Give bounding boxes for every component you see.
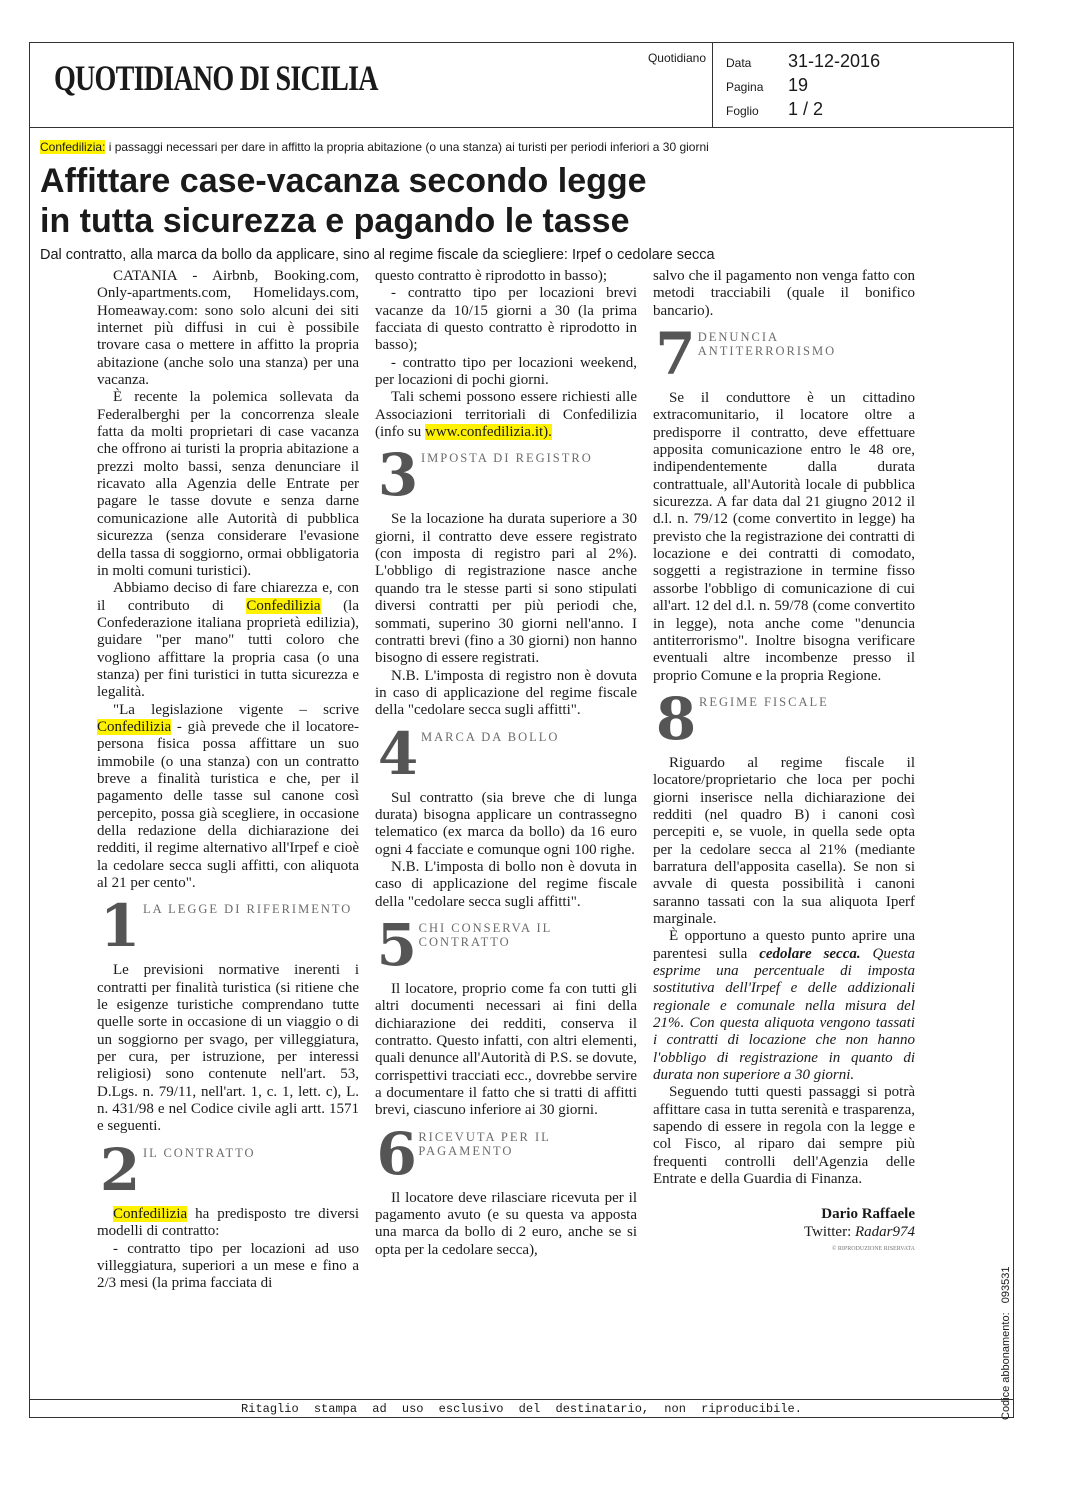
section-label: IL CONTRATTO bbox=[143, 1145, 256, 1160]
article-title: Affittare case-vacanza secondo legge in tutta sicurezza e pagando le tasse bbox=[40, 162, 647, 240]
paragraph: Il locatore deve rilasciare ricevuta per il pagamento avuto (e su questa va apposta una marca da bollo di 2 euro, anche se si opta per la cedolare secca), bbox=[375, 1189, 637, 1258]
article-subtitle: Dal contratto, alla marca da bollo da applicare, sino al regime fiscale da sciegliere: Irpef o cedolare secca bbox=[40, 247, 715, 263]
section-number: 1 bbox=[99, 892, 141, 961]
highlight-confedilizia: Confedilizia bbox=[97, 718, 172, 735]
section-label: MARCA DA BOLLO bbox=[421, 729, 560, 744]
section-heading-1 bbox=[97, 892, 359, 961]
paragraph: Confedilizia ha predisposto tre diversi modelli di contratto: bbox=[97, 1205, 359, 1240]
rights-reserved: © RIPRODUZIONE RISERVATA bbox=[831, 1246, 915, 1253]
author-twitter: Twitter: Radar974 bbox=[803, 1223, 915, 1240]
masthead-cell bbox=[30, 43, 713, 127]
author-signature bbox=[653, 1206, 915, 1258]
paragraph: È opportuno a questo punto aprire una parentesi sulla cedolare secca. Questa esprime una percentuale di imposta sostitutiva dell'Irpef e delle addizionali regionale e comunale nella misura del 21%. Con questa aliquota vengono tassati i contratti di locazione che non hanno l'obbligo di registrazione in quanto di durata non superiore a 30 giorni. bbox=[653, 928, 915, 1084]
paragraph: questo contratto è riprodotto in basso); bbox=[375, 268, 608, 284]
website-link[interactable]: www.confedilizia.it). bbox=[425, 424, 552, 441]
article-kicker: Confedilizia: i passaggi necessari per dare in affitto la propria abitazione (o una stanza) ai turisti per periodi inferiori a 30 giorni bbox=[40, 140, 709, 154]
section-label: LA LEGGE DI RIFERIMENTO bbox=[143, 902, 353, 917]
paragraph: Le previsioni normative inerenti i contratti per finalità turistica (si ritiene che le esigenze turistiche comprendano tutte quelle sorte in occasione di un viaggio o di un soggiorno per svago, per villeggiatura, per cura, per istruzione, per interessi religiosi) sono contenute nell'art. 53, D.Lgs. n. 79/11, nell'art. 1, c. 1, lett. c), L. n. 431/98 e nel Codice civile agli artt. 1571 e seguenti. bbox=[97, 962, 359, 1135]
section-number: 4 bbox=[377, 719, 419, 788]
paragraph: Riguardo al regime fiscale il locatore/proprietario che loca per pochi giorni inserisce nella dichiarazione dei redditi (nel quadro B) i canoni così percepiti e, se vuole, in quella sede opta per la cedolare secca al 21% (mediante barratura dell'apposita casella). Se non si avvale di questa possibilità i canoni saranno tassati con la sua aliquota Iperf marginale. bbox=[653, 754, 915, 927]
paragraph: - contratto tipo per locazioni ad uso villeggiatura, superiori a un mese e fino a 2/3 mesi (la prima facciata di bbox=[97, 1240, 359, 1292]
paragraph: N.B. L'imposta di registro non è dovuta in caso di applicazione del regime fiscale della "cedolare secca sugli affitti". bbox=[375, 667, 637, 719]
section-number: 5 bbox=[376, 910, 417, 979]
meta-cell bbox=[716, 43, 1013, 127]
masthead-logo: QUOTIDIANO DI SICILIA bbox=[54, 58, 378, 98]
highlight-confedilizia: Confedilizia bbox=[113, 1205, 188, 1222]
section-heading-5 bbox=[375, 910, 637, 979]
paragraph: salvo che il pagamento non venga fatto con metodi tracciabili (quale il bonifico bancario). bbox=[653, 268, 915, 319]
column-2 bbox=[375, 268, 637, 1259]
paragraph: "La legislazione vigente – scrive Confedilizia - già prevede che il locatore-persona fisica possa affittare un suo immobile (o una stanza) con un contratto breve a finalità turistica e che, per il pagamento delle tasse sul canone così percepito, possa già scegliere, in occasione della redazione della dichiarazione dei redditi, il regime alternativo all'Irpef e cioè la cedolare secca sugli affitti, con aliquota al 21 per cento". bbox=[97, 701, 359, 892]
section-heading-7 bbox=[653, 320, 915, 389]
paragraph: Sul contratto (sia breve che di lunga durata) bisogna applicare un contrassegno telematico (ex marca da bollo) da 16 euro ogni 4 facciate e comunque ogni 100 righe. bbox=[375, 789, 637, 858]
section-heading-6 bbox=[375, 1119, 637, 1188]
meta-date: Data 31-12-2016 bbox=[726, 51, 881, 71]
section-number: 7 bbox=[655, 320, 696, 389]
paragraph: Abbiamo deciso di fare chiarezza e, con il contributo di Confedilizia (la Confederazione italiana proprietà edilizia), guidare "per mano" tutti coloro che vogliono affittare la propria casa (o una stanza) per fini turistici in tutta sicurezza e legalità. bbox=[97, 580, 359, 701]
column-1 bbox=[97, 268, 359, 1293]
section-label: IMPOSTA DI REGISTRO bbox=[421, 451, 593, 466]
paragraph: È recente la polemica sollevata da Federalberghi per la concorrenza sleale fatta da molti proprietari di case vacanza che offrono ai turisti la propria abitazione a prezzi molto bassi, senza denunciare il ricavato alla Agenzia delle Entrate per pagare le tasse dovute e senza darne comunicazione alle Autorità di pubblica sicurezza (senza considerare l'evasione della tassa di soggiorno, ormai obbligatoria in molti comuni turistici). bbox=[97, 389, 359, 579]
paragraph: Se la locazione ha durata superiore a 30 giorni, il contratto deve essere registrato (con imposta di registro pari al 2%). L'obbligo di registrazione nasce anche quando tra le stesse parti si sono stipulati diversi contratti per più periodi che, sommati, superino 30 giorni nell'anno. I contratti brevi (fino a 30 giorni) non hanno bisogno di essere registrati. bbox=[375, 511, 637, 667]
paragraph: Il locatore, proprio come fa con tutti gli altri documenti necessari ai fini della dichiarazione dei redditi, conserva il contratto. Questo infatti, con altri elementi, quali denunce all'Autorità di P.S. se dovute, corrispettivi tracciati ecc., dovrebbe servire a documentare il fatto che si tratti di affitti brevi, ciascuno inferiore ai 30 giorni. bbox=[375, 980, 637, 1119]
meta-sheet: Foglio 1 / 2 bbox=[726, 99, 824, 119]
section-heading-4 bbox=[375, 719, 637, 788]
paragraph: CATANIA - Airbnb, Booking.com, Only-apartments.com, Homelidays.com, Homeaway.com: sono solo alcuni dei siti internet più diffusi in cui è possibile trovare casa o mettere in affitto la propria abitazione (anche solo una stanza) per una vacanza. bbox=[97, 268, 359, 389]
publication-kind: Quotidiano bbox=[647, 51, 706, 65]
paragraph: - contratto tipo per locazioni brevi vacanze da 10/15 giorni a 30 (la prima facciata di questo contratto è riprodotto in basso); bbox=[375, 285, 637, 354]
section-label: DENUNCIA ANTITERRORISMO bbox=[697, 330, 837, 359]
kicker-highlight: Confedilizia: bbox=[40, 140, 106, 154]
author-name: Dario Raffaele bbox=[821, 1206, 915, 1223]
section-heading-3 bbox=[375, 441, 637, 510]
section-label: REGIME FISCALE bbox=[699, 694, 829, 709]
paragraph: Tali schemi possono essere richiesti alle Associazioni territoriali di Confedilizia (info su www.confedilizia.it). bbox=[375, 389, 637, 441]
paragraph: N.B. L'imposta di bollo non è dovuta in caso di applicazione del regime fiscale della "cedolare secca sugli affitti". bbox=[375, 858, 637, 910]
paragraph: Seguendo tutti questi passaggi si potrà affittare casa in tutta serenità e trasparenza, sapendo di essere in regola con la legge e col Fisco, al riparo dai sempre più frequenti controlli dell'Agenzia delle Entrate e della Guardia di Finanza. bbox=[653, 1084, 915, 1188]
reproduction-notice: Ritaglio stampa ad uso esclusivo del destinatario, non riproducibile. bbox=[29, 1399, 1014, 1418]
section-heading-2 bbox=[97, 1135, 359, 1204]
highlight-confedilizia: Confedilizia bbox=[246, 597, 321, 614]
section-number: 2 bbox=[99, 1135, 141, 1204]
section-number: 3 bbox=[377, 441, 419, 510]
section-label: RICEVUTA PER IL PAGAMENTO bbox=[418, 1129, 551, 1158]
paragraph: - contratto tipo per locazioni weekend, per locazioni di pochi giorni. bbox=[375, 354, 637, 389]
section-number: 8 bbox=[655, 684, 697, 753]
paragraph: Se il conduttore è un cittadino extracomunitario, il locatore oltre a predisporre il contratto, deve effettuare apposita comunicazione entro le 48 ore, indipendentemente dalla durata contrattuale, all'Autorità locale di pubblica sicurezza. A far data dal 21 giugno 2012 il d.l. n. 79/12 (come convertito in legge) ha previsto che la registrazione dei contratti di locazione e dei contratti di comodato, soggetti a registrazione in termine fisso assorbe l'obbligo di comunicazione di cui all'art. 12 del d.l. n. 59/78 (come convertito in legge), nota anche come "denuncia antiterrorismo". Inoltre bisogna verificare eventuali altre incombenze presso il proprio Comune e la propria Regione. bbox=[653, 390, 915, 684]
subscription-code: Codice abbonamento: 093531 bbox=[1000, 1266, 1012, 1420]
meta-page: Pagina 19 bbox=[726, 75, 809, 95]
column-3 bbox=[653, 268, 915, 1259]
clipping-header bbox=[29, 42, 1014, 128]
section-label: CHI CONSERVA IL CONTRATTO bbox=[418, 920, 552, 949]
section-number: 6 bbox=[376, 1119, 417, 1188]
section-heading-8 bbox=[653, 684, 915, 753]
